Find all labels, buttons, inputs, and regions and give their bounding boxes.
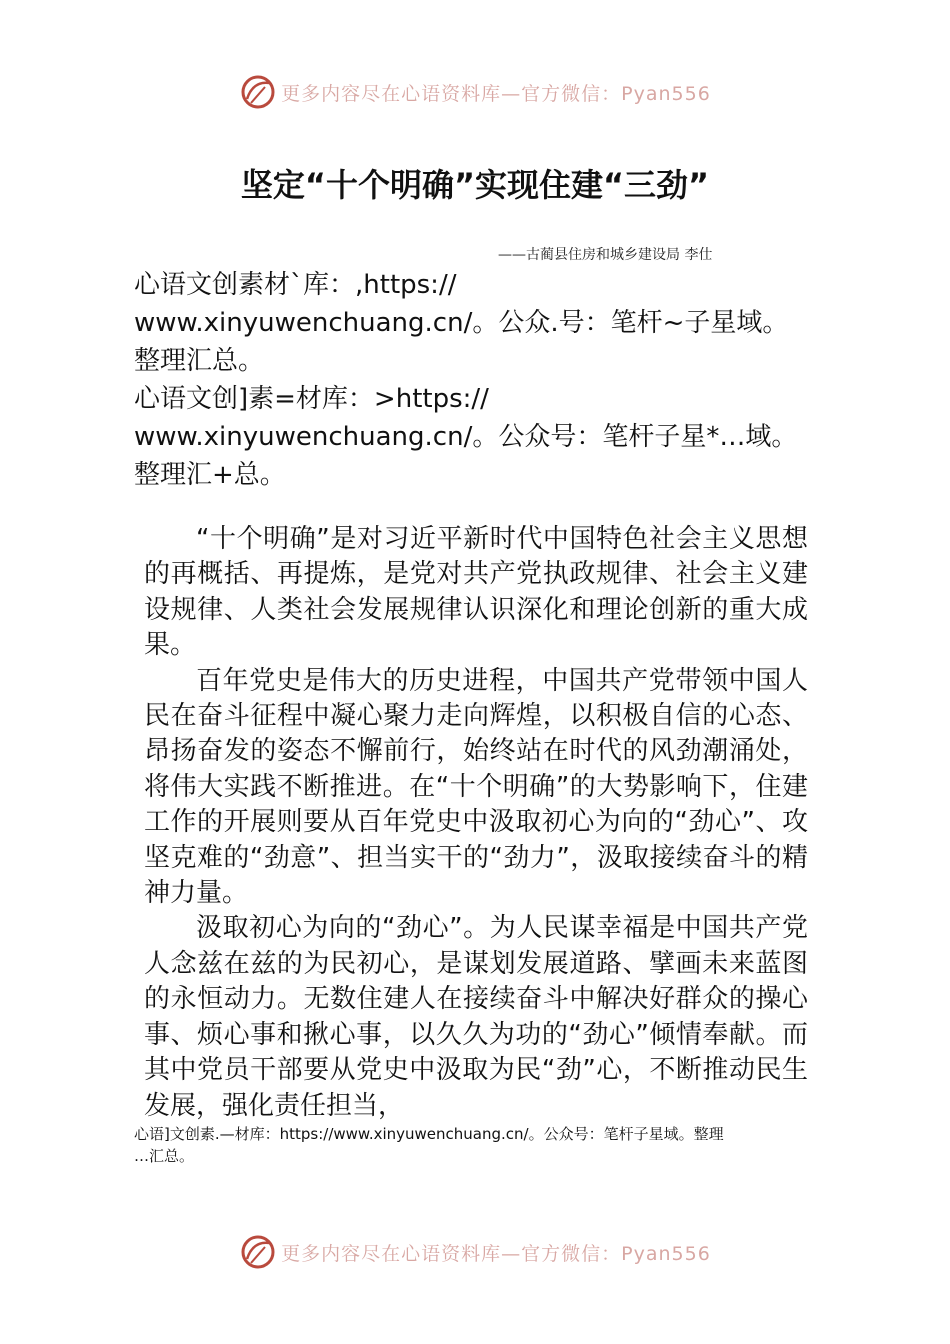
header-banner (0, 72, 950, 112)
document-title: 坚定“十个明确”实现住建“三劲” (240, 166, 710, 204)
footer-banner (0, 1232, 950, 1272)
brand-logo-icon (239, 1233, 277, 1271)
footer-line: …汇总。 (134, 1147, 195, 1165)
document-byline: ——古蔺县住房和城乡建设局 李仕 (498, 247, 713, 263)
banner-wechat-id: Pyan556 (621, 82, 711, 105)
watermark-block-2 (134, 380, 854, 494)
watermark-line: www.xinyuwenchuang.cn/。公众号：笔杆子星*…域。 (134, 422, 798, 452)
paragraph: “十个明确”是对习近平新时代中国特色社会主义思想的再概括、再提炼，是党对共产党执政规律、社会主义建设规律、人类社会发展规律认识深化和理论创新的重大成果。 (144, 524, 808, 661)
brand-logo-icon (239, 73, 277, 111)
watermark-line: 整理汇+总。 (134, 460, 286, 490)
watermark-line: 心语文创]素=材库：>https:// (134, 384, 489, 414)
paragraph: 汲取初心为向的“劲心”。为人民谋幸福是中国共产党人念兹在兹的为民初心，是谋划发展道路、擘画未来蓝图的永恒动力。无数住建人在接续奋斗中解决好群众的操心事、烦心事和揪心事，以久久为功的“劲心”倾情奉献。而其中党员干部要从党史中汲取为民“劲”心，不断推动民生发展，强化责任担当， (144, 913, 808, 1121)
footer-watermark (134, 1123, 824, 1167)
watermark-block-1 (134, 266, 854, 380)
watermark-line: www.xinyuwenchuang.cn/。公众.号：笔杆~子星域。 (134, 308, 789, 338)
watermark-line: 整理汇总。 (134, 346, 265, 376)
article-body (144, 522, 808, 1124)
banner-text: 更多内容尽在心语资料库—官方微信：Pyan556 (281, 1242, 711, 1265)
banner-text: 更多内容尽在心语资料库—官方微信：Pyan556 (281, 82, 711, 105)
footer-line: 心语]文创素.—材库：https://www.xinyuwenchuang.cn/。公众号：笔杆子星域。整理 (134, 1125, 724, 1143)
banner-wechat-id: Pyan556 (621, 1242, 711, 1265)
paragraph: 百年党史是伟大的历史进程，中国共产党带领中国人民在奋斗征程中凝心聚力走向辉煌，以积极自信的心态、昂扬奋发的姿态不懈前行，始终站在时代的风劲潮涌处，将伟大实践不断推进。在“十个明确”的大势影响下，住建工作的开展则要从百年党史中汲取初心为向的“劲心”、攻坚克难的“劲意”、担当实干的“劲力”，汲取接续奋斗的精神力量。 (144, 665, 808, 909)
watermark-line: 心语文创素材`库：,https:// (134, 270, 457, 300)
